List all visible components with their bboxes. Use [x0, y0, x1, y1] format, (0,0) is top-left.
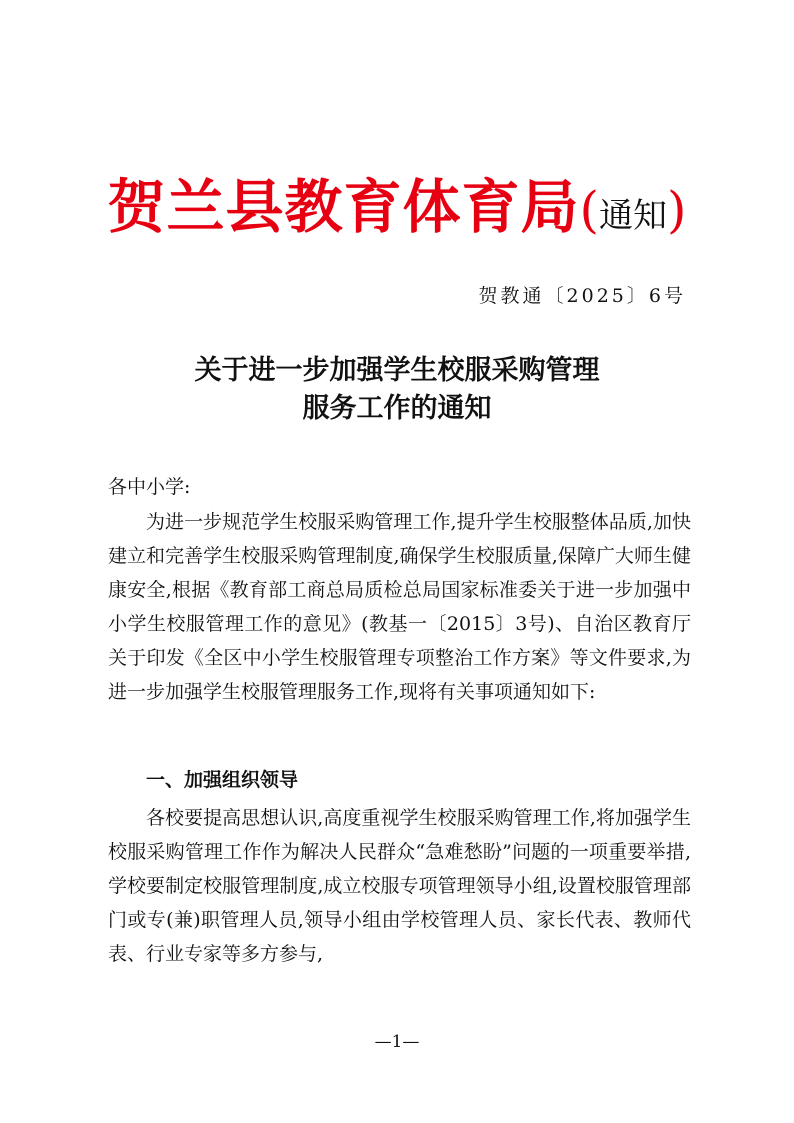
title-line-2: 服务工作的通知: [302, 393, 492, 424]
section1-paragraph-block: [108, 801, 691, 971]
section1-paragraph: 各校要提高思想认识,高度重视学生校服采购管理工作,将加强学生校服采购管理工作作为解决人民群众“急难愁盼”问题的一项重要举措,学校要制定校服管理制度,成立校服专项管理领导小组,设置校服管理部门或专(兼)职管理人员,领导小组由学校管理人员、家长代表、教师代表、行业专家等多方参与,: [108, 807, 691, 965]
masthead: [0, 160, 794, 244]
document-title: [0, 352, 794, 428]
masthead-doc-type: 通知: [599, 196, 667, 236]
masthead-org: 贺兰县教育体育局: [107, 173, 580, 241]
title-line-1: 关于进一步加强学生校服采购管理: [194, 355, 600, 386]
masthead-paren-open: (: [579, 181, 599, 239]
salutation: 各中小学:: [108, 476, 191, 498]
intro-paragraph-block: [108, 505, 691, 709]
intro-paragraph: 为进一步规范学生校服采购管理工作,提升学生校服整体品质,加快建立和完善学生校服采购管理制度,确保学生校服质量,保障广大师生健康安全,根据《教育部工商总局质检总局国家标准委关于进一步加强中小学生校服管理工作的意见》(教基一〔2015〕3号)、自治区教育厅关于印发《全区中小学生校服管理专项整治工作方案》等文件要求,为进一步加强学生校服管理服务工作,现将有关事项通知如下:: [108, 511, 691, 703]
document-number: 贺教通〔2025〕6号: [478, 285, 686, 307]
page-number: —1—: [374, 1032, 420, 1052]
section-heading-1: 一、加强组织领导: [146, 769, 299, 791]
masthead-paren-close: ): [667, 181, 687, 239]
